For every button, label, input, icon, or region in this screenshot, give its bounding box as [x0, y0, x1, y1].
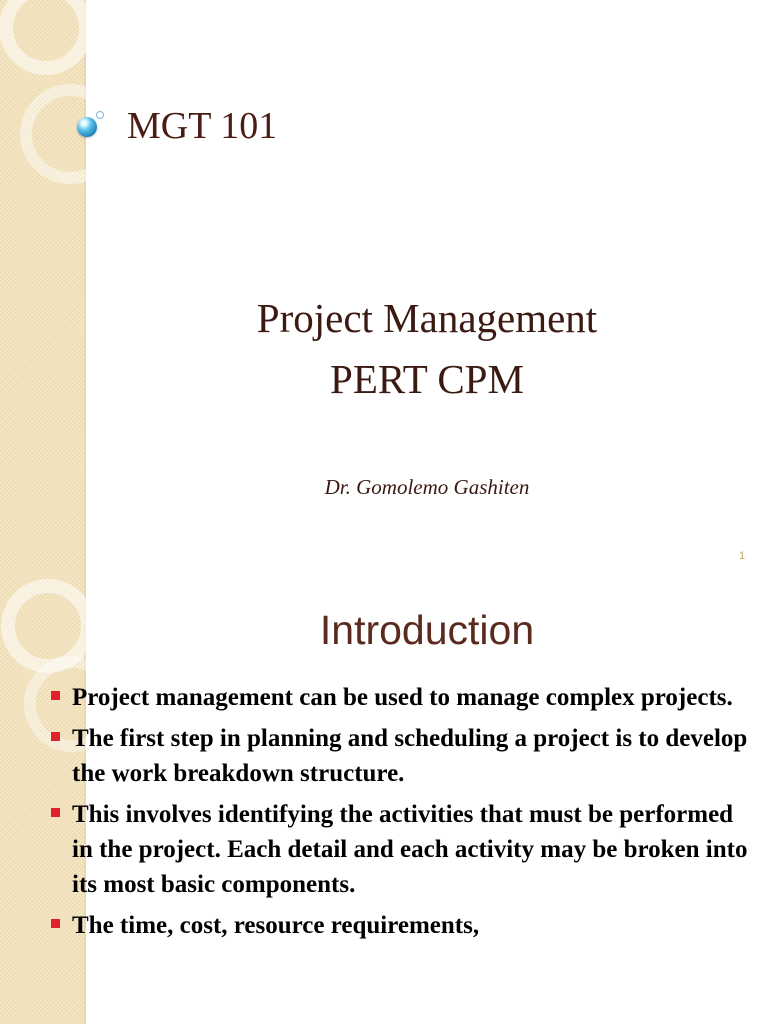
slide-title — [86, 288, 768, 410]
red-square-icon — [51, 691, 60, 700]
slide-title: Introduction — [319, 607, 535, 653]
bullet-text: This involves identifying the activities that must be performed in the project. Each detail and each activity may be broken into its most basic components. — [72, 801, 748, 898]
red-square-icon — [51, 732, 60, 741]
bullet-text: Project management can be used to manage complex projects. — [72, 684, 733, 711]
bullet-item — [48, 908, 748, 943]
author-name: Dr. Gomolemo Gashiten — [324, 475, 530, 499]
small-circle-icon — [96, 111, 104, 119]
bullet-item — [48, 721, 748, 791]
course-code: MGT 101 — [127, 105, 278, 147]
bullet-text: The first step in planning and scheduling a project is to develop the work breakdown structure. — [72, 725, 748, 787]
title-line: Project Management — [256, 295, 598, 341]
bullet-item — [48, 797, 748, 902]
bullet-list — [48, 680, 748, 949]
introduction-slide — [0, 576, 768, 1024]
title-line: PERT CPM — [330, 356, 524, 402]
bullet-text: The time, cost, resource requirements, — [72, 912, 480, 939]
slide-number: 1 — [739, 550, 746, 562]
red-square-icon — [51, 808, 60, 817]
bullet-item — [48, 680, 748, 715]
blue-orb-icon — [77, 117, 97, 137]
decorative-rings — [0, 0, 86, 576]
red-square-icon — [51, 919, 60, 928]
